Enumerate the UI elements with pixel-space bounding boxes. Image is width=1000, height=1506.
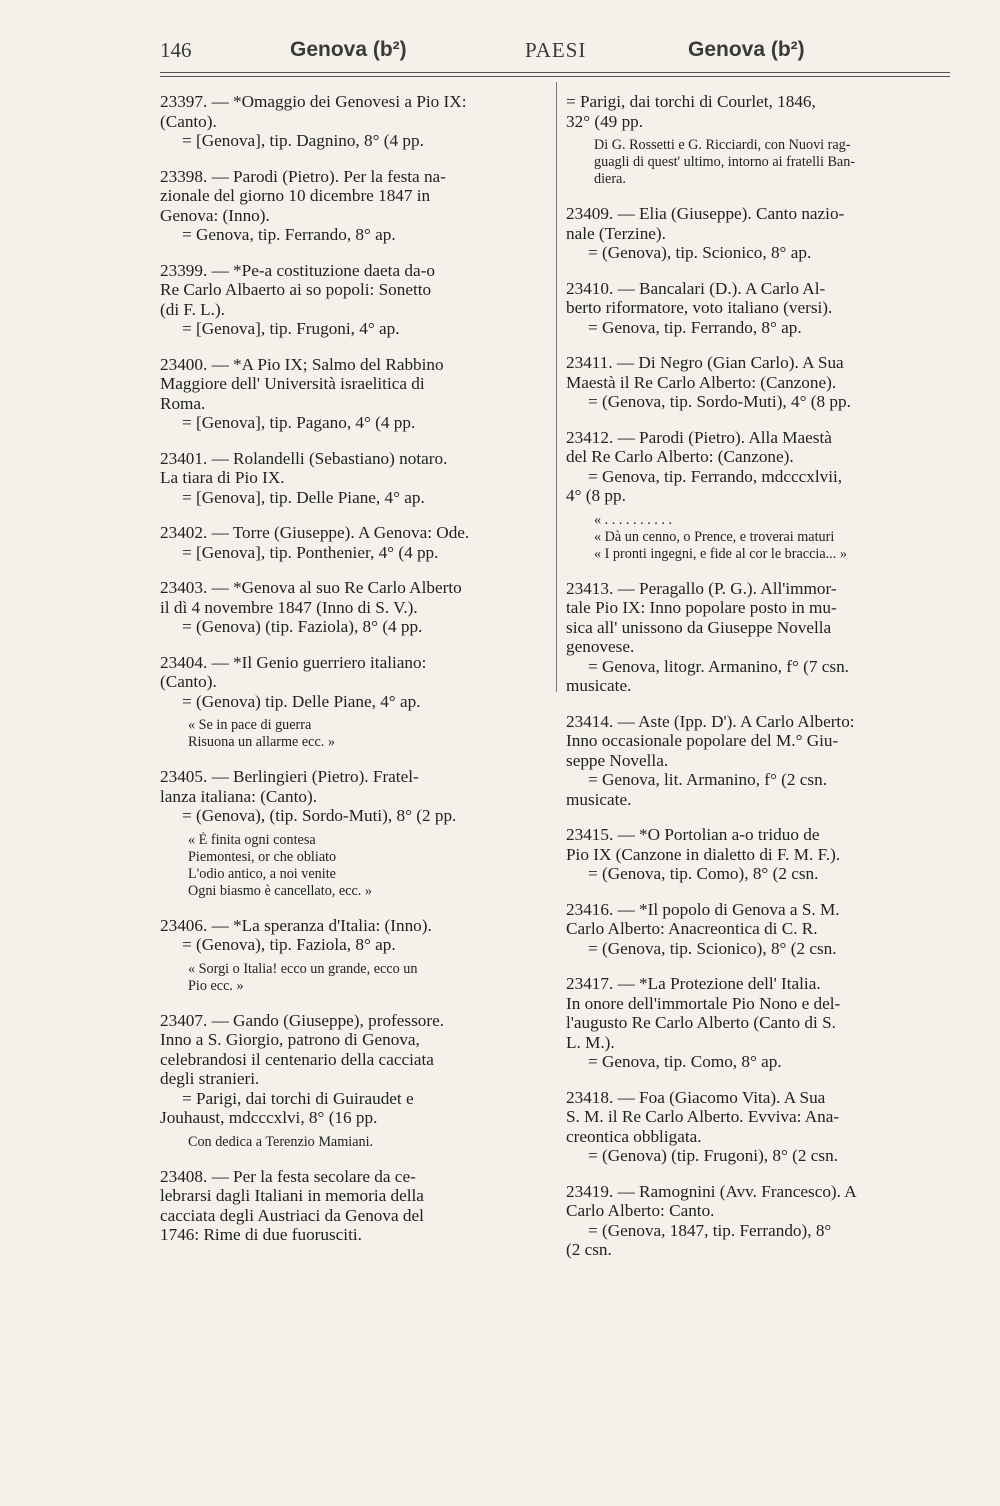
entry-line: cacciata degli Austriaci da Genova del: [160, 1205, 424, 1225]
entry-line: Inno occasionale popolare del M.° Giu-: [566, 731, 839, 750]
entry-line: 23399. — *Pe-a costituzione daeta da-o: [160, 260, 435, 280]
entry-line: 23413. — Peragallo (P. G.). All'immor-: [566, 578, 837, 598]
note-line: « Dà un cenno, o Prence, e troverai maturi: [594, 528, 835, 545]
entry-line: il dì 4 novembre 1847 (Inno di S. V.).: [160, 597, 418, 617]
entry-line: = Parigi, dai torchi di Courlet, 1846,: [566, 92, 816, 111]
entry-line: 23401. — Rolandelli (Sebastiano) notaro.: [160, 448, 448, 468]
entry-line: 23409. — Elia (Giuseppe). Canto nazio-: [566, 204, 845, 223]
entry-line: Jouhaust, mdcccxlvi, 8° (16 pp.: [160, 1108, 378, 1127]
catalog-entry: [566, 579, 960, 696]
entry-line: = [Genova], tip. Ponthenier, 4° (4 pp.: [182, 542, 439, 562]
note-line: Di G. Rossetti e G. Ricciardi, con Nuovi rag-: [594, 137, 851, 153]
entry-line: = Genova, tip. Ferrando, 8° ap.: [182, 225, 396, 244]
entry-line: 23414. — Aste (Ipp. D'). A Carlo Alberto:: [566, 711, 855, 731]
entry-line: 23416. — *Il popolo di Genova a S. M.: [566, 899, 840, 919]
entry-line: In onore dell'immortale Pio Nono e del-: [566, 993, 841, 1013]
note-line: « I pronti ingegni, e fide al cor le braccia... »: [594, 545, 847, 562]
entry-note: [566, 512, 960, 563]
entry-line: Carlo Alberto: Anacreontica di C. R.: [566, 919, 818, 938]
entry-line: 4° (8 pp.: [566, 486, 626, 505]
entry-line: = (Genova), (tip. Sordo-Muti), 8° (2 pp.: [182, 806, 457, 825]
entry-line: 23397. — *Omaggio dei Genovesi a Pio IX:: [160, 92, 467, 111]
entry-line: = [Genova], tip. Dagnino, 8° (4 pp.: [182, 131, 424, 150]
entry-line: creontica obbligata.: [566, 1126, 702, 1146]
catalog-entry: [160, 653, 548, 752]
entry-line: 32° (49 pp.: [566, 111, 644, 131]
entry-line: 23411. — Di Negro (Gian Carlo). A Sua: [566, 353, 844, 372]
entry-line: l'augusto Re Carlo Alberto (Canto di S.: [566, 1013, 836, 1032]
entry-line: 23402. — Torre (Giuseppe). A Genova: Ode.: [160, 523, 470, 542]
entry-line: La tiara di Pio IX.: [160, 468, 285, 487]
running-title-center: PAESI: [525, 38, 587, 62]
entry-line: musicate.: [566, 676, 632, 695]
entry-line: = (Genova, tip. Sordo-Muti), 4° (8 pp.: [588, 392, 851, 411]
entry-line: seppe Novella.: [566, 750, 669, 770]
header-rule-bottom: [160, 76, 950, 77]
catalog-entry: [160, 167, 548, 245]
catalog-entry: [160, 916, 548, 995]
entry-line: = Parigi, dai torchi di Guiraudet e: [182, 1088, 414, 1108]
note-line: guagli di quest' ultimo, intorno ai fratelli Ban-: [594, 154, 856, 170]
entry-line: = [Genova], tip. Delle Piane, 4° ap.: [182, 487, 425, 507]
entry-line: nale (Terzine).: [566, 223, 666, 243]
entry-line: = (Genova, 1847, tip. Ferrando), 8°: [588, 1220, 832, 1240]
catalog-entry: [566, 353, 960, 412]
catalog-entry: [566, 1088, 960, 1166]
entry-line: lebrarsi dagli Italiani in memoria della: [160, 1186, 424, 1205]
entry-line: degli stranieri.: [160, 1069, 260, 1088]
entry-line: berto riformatore, voto italiano (versi).: [566, 298, 833, 317]
entry-line: 23400. — *A Pio IX; Salmo del Rabbino: [160, 354, 444, 374]
entry-line: = (Genova) (tip. Faziola), 8° (4 pp.: [182, 617, 423, 636]
entry-line: 23405. — Berlingieri (Pietro). Fratel-: [160, 767, 419, 786]
entry-line: 1746: Rime di due fuorusciti.: [160, 1225, 362, 1244]
entry-line: genovese.: [566, 637, 635, 656]
catalog-entry: [566, 712, 960, 810]
entry-line: 23412. — Parodi (Pietro). Alla Maestà: [566, 427, 832, 447]
entry-line: sica all' unissono da Giuseppe Novella: [566, 617, 832, 637]
entry-line: 23415. — *O Portolian a-o triduo de: [566, 825, 820, 844]
catalog-entry: [160, 355, 548, 433]
entry-note: [566, 137, 960, 188]
catalog-entry: [566, 428, 960, 563]
entry-line: Maestà il Re Carlo Alberto: (Canzone).: [566, 372, 837, 392]
catalog-entry: [160, 1167, 548, 1245]
entry-line: 23408. — Per la festa secolare da ce-: [160, 1166, 416, 1186]
page-header: [160, 34, 950, 70]
entry-line: del Re Carlo Alberto: (Canzone).: [566, 447, 794, 466]
entry-line: lanza italiana: (Canto).: [160, 786, 318, 806]
entry-line: = Genova, tip. Ferrando, mdcccxlvii,: [588, 466, 843, 486]
entry-line: = (Genova, tip. Scionico), 8° (2 csn.: [588, 938, 837, 958]
catalog-entry: [566, 1182, 960, 1260]
entry-line: Inno a S. Giorgio, patrono di Genova,: [160, 1030, 420, 1049]
entry-line: (Canto).: [160, 111, 217, 131]
entry-line: Carlo Alberto: Canto.: [566, 1201, 715, 1220]
entry-line: = Genova, tip. Ferrando, 8° ap.: [588, 317, 802, 337]
note-line: Ogni biasmo è cancellato, ecc. »: [188, 882, 372, 899]
entry-line: zionale del giorno 10 dicembre 1847 in: [160, 186, 431, 205]
entry-line: L. M.).: [566, 1032, 615, 1052]
entry-note: [160, 1134, 548, 1151]
note-line: Pio ecc. »: [188, 977, 244, 994]
note-line: Risuona un allarme ecc. »: [188, 734, 335, 750]
catalog-entry: [566, 900, 960, 959]
catalog-entry: [566, 974, 960, 1072]
entry-line: 23407. — Gando (Giuseppe), professore.: [160, 1010, 445, 1030]
note-line: diera.: [594, 171, 626, 187]
note-line: « Sorgi o Italia! ecco un grande, ecco un: [188, 960, 418, 977]
entry-line: 23419. — Ramognini (Avv. Francesco). A: [566, 1181, 857, 1201]
entry-line: 23403. — *Genova al suo Re Carlo Alberto: [160, 578, 462, 597]
note-line: « Se in pace di guerra: [188, 717, 312, 733]
entry-note: [160, 961, 548, 995]
entry-line: 23404. — *Il Genio guerriero italiano:: [160, 652, 427, 672]
entry-line: (Canto).: [160, 672, 217, 691]
entry-line: = Genova, litogr. Armanino, f° (7 csn.: [588, 656, 849, 676]
catalog-entry: [160, 449, 548, 508]
entry-line: Genova: (Inno).: [160, 205, 270, 225]
running-title-right: Genova (b²): [688, 38, 805, 61]
catalog-entry: [160, 1011, 548, 1151]
catalog-entry: [160, 523, 548, 562]
entry-line: 23398. — Parodi (Pietro). Per la festa na-: [160, 166, 446, 186]
entry-line: = (Genova) (tip. Frugoni), 8° (2 csn.: [588, 1146, 838, 1165]
entry-line: = [Genova], tip. Frugoni, 4° ap.: [182, 319, 400, 338]
entry-line: musicate.: [566, 789, 632, 809]
catalog-entry: [160, 578, 548, 637]
entry-note: [160, 832, 548, 900]
note-line: « È finita ogni contesa: [188, 831, 316, 848]
entry-line: = (Genova), tip. Scionico, 8° ap.: [588, 243, 812, 262]
entry-line: Maggiore dell' Università israelitica di: [160, 374, 425, 393]
entry-line: S. M. il Re Carlo Alberto. Evviva: Ana-: [566, 1107, 840, 1126]
catalog-entry: [160, 767, 548, 900]
entry-line: 23406. — *La speranza d'Italia: (Inno).: [160, 915, 432, 935]
note-line: Piemontesi, or che obliato: [188, 848, 337, 865]
entry-line: Re Carlo Albaerto ai so popoli: Sonetto: [160, 280, 432, 299]
running-title-left: Genova (b²): [290, 38, 407, 61]
right-column: [566, 92, 960, 1276]
entry-line: = (Genova), tip. Faziola, 8° ap.: [182, 935, 396, 954]
catalog-entry: [160, 92, 548, 151]
entry-line: = [Genova], tip. Pagano, 4° (4 pp.: [182, 413, 416, 432]
entry-line: Roma.: [160, 393, 206, 413]
entry-line: (di F. L.).: [160, 299, 225, 319]
note-line: « . . . . . . . . . .: [594, 511, 673, 528]
page-number: 146: [160, 38, 192, 62]
entry-note: [160, 717, 548, 751]
note-line: Con dedica a Terenzio Mamiani.: [188, 1133, 374, 1150]
header-rule-top: [160, 72, 950, 73]
entry-line: celebrandosi il centenario della cacciata: [160, 1049, 434, 1069]
column-divider: [556, 82, 557, 692]
entry-line: = (Genova) tip. Delle Piane, 4° ap.: [182, 691, 421, 711]
entry-line: 23417. — *La Protezione dell' Italia.: [566, 974, 821, 993]
catalog-entry: [566, 92, 960, 188]
catalog-entry: [566, 204, 960, 263]
entry-line: 23418. — Foa (Giacomo Vita). A Sua: [566, 1087, 826, 1107]
entry-line: = (Genova, tip. Como), 8° (2 csn.: [588, 864, 819, 883]
entry-line: = Genova, tip. Como, 8° ap.: [588, 1052, 782, 1071]
entry-line: (2 csn.: [566, 1240, 612, 1259]
entry-line: Pio IX (Canzone in dialetto di F. M. F.).: [566, 844, 841, 864]
entry-line: tale Pio IX: Inno popolare posto in mu-: [566, 598, 837, 617]
note-line: L'odio antico, a noi venite: [188, 865, 336, 882]
catalog-entry: [566, 825, 960, 884]
entry-line: 23410. — Bancalari (D.). A Carlo Al-: [566, 278, 826, 298]
catalog-entry: [160, 261, 548, 339]
left-column: [160, 92, 548, 1261]
catalog-entry: [566, 279, 960, 338]
entry-line: = Genova, lit. Armanino, f° (2 csn.: [588, 770, 828, 789]
